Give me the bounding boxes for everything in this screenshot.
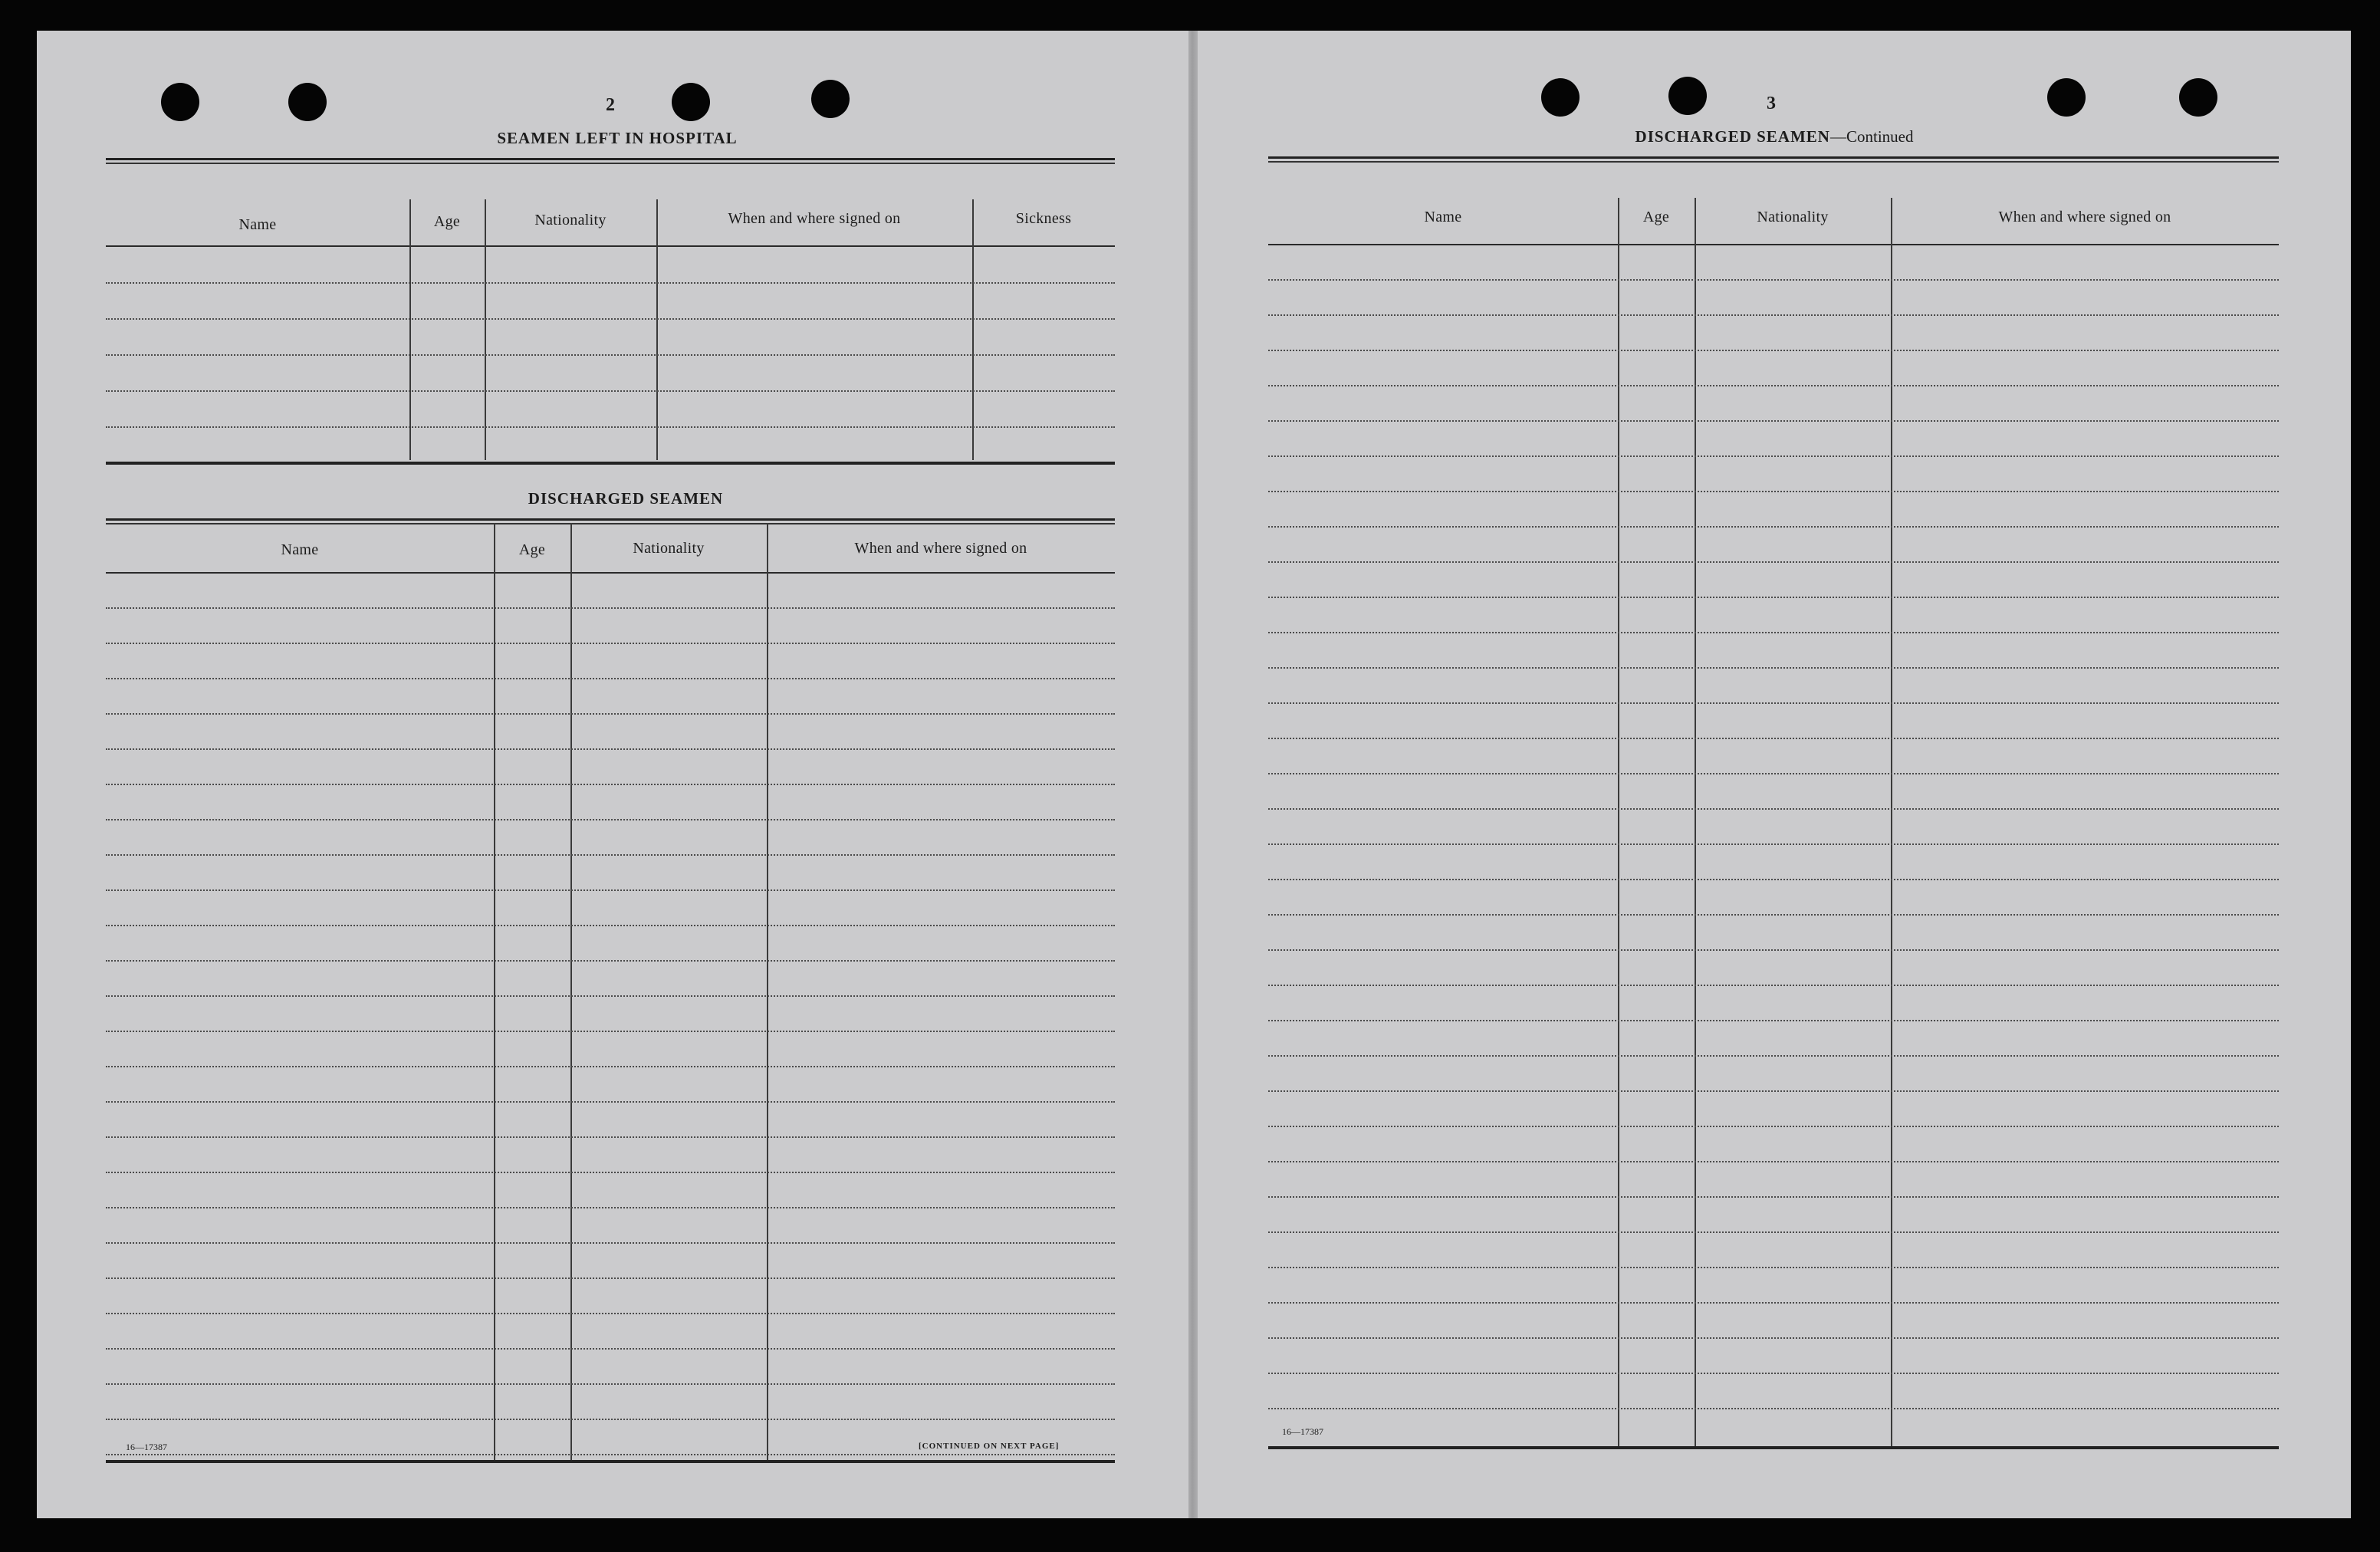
- entry-line: [106, 1172, 1115, 1173]
- continued-col-nationality: Nationality: [1757, 209, 1829, 225]
- entry-line: [106, 1066, 1115, 1067]
- entry-line: [1268, 879, 2279, 880]
- discharged-continued-table: [1268, 153, 2279, 1454]
- discharged-section-title: DISCHARGED SEAMEN: [528, 489, 724, 508]
- entry-line: [106, 1419, 1115, 1420]
- entry-line: [106, 390, 1115, 392]
- entry-line: [106, 713, 1115, 715]
- entry-line: [106, 643, 1115, 644]
- discharged-col-age: Age: [518, 541, 546, 558]
- page-number: 2: [606, 95, 615, 115]
- entry-line: [106, 748, 1115, 750]
- hospital-section-title: SEAMEN LEFT IN HOSPITAL: [497, 129, 738, 147]
- entry-line: [1268, 773, 2279, 774]
- hospital-col-age: Age: [433, 213, 461, 230]
- entry-line: [1268, 561, 2279, 563]
- entry-line: [106, 426, 1115, 428]
- form-number: 16—17387: [1282, 1426, 1323, 1437]
- entry-line: [1268, 738, 2279, 739]
- discharged-col-signed-on: When and where signed on: [854, 540, 1027, 557]
- entry-line: [106, 1277, 1115, 1279]
- continued-col-signed-on: When and where signed on: [1998, 209, 2171, 225]
- entry-line: [1268, 1267, 2279, 1268]
- entry-line: [106, 960, 1115, 962]
- entry-line: [1268, 491, 2279, 492]
- entry-line: [106, 1101, 1115, 1103]
- entry-line: [1268, 914, 2279, 916]
- right-page: [1198, 31, 2351, 1518]
- entry-line: [1268, 1126, 2279, 1127]
- discharged-continued-title-main: DISCHARGED SEAMEN: [1635, 127, 1830, 146]
- entry-line: [1268, 1020, 2279, 1021]
- entry-line: [106, 889, 1115, 891]
- entry-line: [106, 1348, 1115, 1350]
- punch-hole: [811, 80, 850, 118]
- entry-line: [1268, 1231, 2279, 1233]
- hospital-col-name: Name: [238, 216, 277, 233]
- discharged-continued-title: [1635, 127, 1914, 146]
- entry-line: [1268, 1161, 2279, 1162]
- entry-line: [1268, 808, 2279, 810]
- entry-line: [106, 1242, 1115, 1244]
- entry-line: [1268, 985, 2279, 986]
- entry-line: [1268, 314, 2279, 316]
- entry-line: [106, 607, 1115, 609]
- entry-line: [106, 995, 1115, 997]
- hospital-col-signed-on: When and where signed on: [728, 210, 901, 227]
- punch-hole: [2179, 78, 2217, 117]
- entry-line: [1268, 597, 2279, 598]
- discharged-col-nationality: Nationality: [633, 540, 705, 557]
- entry-line: [106, 819, 1115, 820]
- entry-line: [106, 854, 1115, 856]
- entry-line: [1268, 279, 2279, 281]
- entry-line: [1268, 1090, 2279, 1092]
- form-number: 16—17387: [126, 1442, 167, 1452]
- entry-line: [106, 354, 1115, 356]
- entry-line: [106, 1454, 1115, 1455]
- hospital-col-sickness: Sickness: [1015, 210, 1072, 227]
- punch-hole: [161, 83, 199, 121]
- page-number: 3: [1767, 94, 1776, 113]
- entry-line: [1268, 843, 2279, 845]
- hospital-col-nationality: Nationality: [534, 212, 607, 229]
- entry-line: [1268, 1337, 2279, 1339]
- entry-line: [1268, 949, 2279, 951]
- entry-line: [1268, 667, 2279, 669]
- entry-line: [1268, 385, 2279, 386]
- continued-col-age: Age: [1642, 209, 1670, 225]
- entry-line: [1268, 420, 2279, 422]
- entry-line: [1268, 1408, 2279, 1409]
- punch-hole: [672, 83, 710, 121]
- entry-line: [1268, 526, 2279, 528]
- entry-line: [106, 282, 1115, 284]
- entry-line: [1268, 632, 2279, 633]
- entry-line: [106, 925, 1115, 926]
- punch-hole: [288, 83, 327, 121]
- entry-line: [1268, 702, 2279, 704]
- entry-line: [1268, 1055, 2279, 1057]
- punch-hole: [1541, 78, 1580, 117]
- discharged-table: [106, 515, 1115, 1466]
- entry-line: [106, 784, 1115, 785]
- entry-line: [1268, 350, 2279, 351]
- hospital-table: [106, 155, 1115, 469]
- punch-hole: [2047, 78, 2086, 117]
- entry-line: [106, 1383, 1115, 1385]
- continued-note: [CONTINUED ON NEXT PAGE]: [919, 1442, 1060, 1451]
- continued-col-name: Name: [1424, 209, 1462, 225]
- entry-line: [106, 1207, 1115, 1208]
- entry-line: [1268, 1302, 2279, 1304]
- entry-line: [106, 1313, 1115, 1314]
- entry-line: [106, 318, 1115, 320]
- discharged-continued-suffix: —Continued: [1829, 127, 1914, 146]
- entry-line: [106, 678, 1115, 679]
- left-page: [37, 31, 1188, 1518]
- entry-line: [106, 1031, 1115, 1032]
- punch-hole: [1668, 77, 1707, 115]
- entry-line: [1268, 1373, 2279, 1374]
- entry-line: [1268, 455, 2279, 457]
- entry-line: [106, 1136, 1115, 1138]
- entry-line: [1268, 1196, 2279, 1198]
- discharged-col-name: Name: [281, 541, 319, 558]
